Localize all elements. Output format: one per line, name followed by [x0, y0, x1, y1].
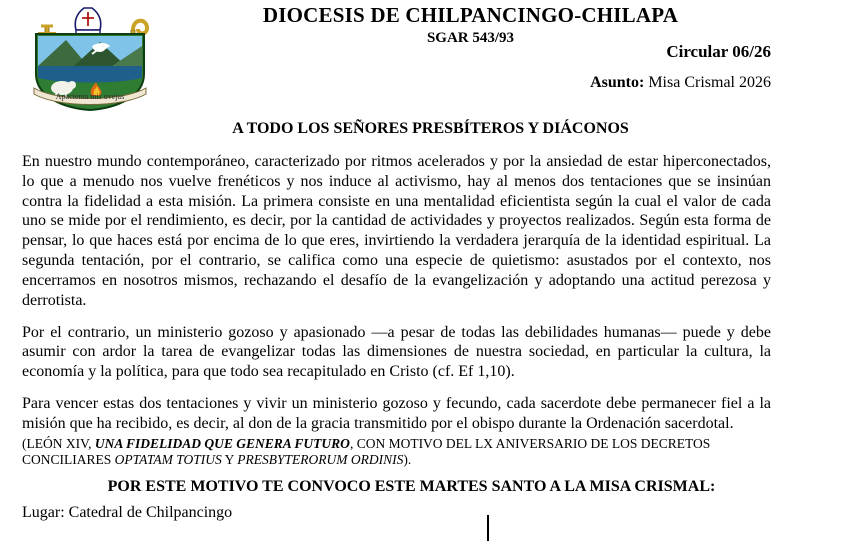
coat-of-arms-icon	[14, 4, 166, 112]
citation-work-title: UNA FIDELIDAD QUE GENERA FUTURO	[94, 435, 350, 451]
citation-doc-2: PRESBYTERORUM ORDINIS	[237, 451, 404, 467]
document-header	[0, 0, 841, 110]
paragraph-2-text: Por el contrario, un ministerio gozoso y apasionado —a pesar de todas las debilidades humanas— puede y debe asumir con ardor la tarea de evangelizar todas las dimensiones de nuestra sociedad, en particular la cultura, la economía y la política, para que todo sea recapitulado en Cristo (cf. Ef 1,10).	[22, 323, 771, 381]
paragraph-2	[22, 323, 771, 382]
venue-line: Lugar: Catedral de Chilpancingo	[22, 503, 233, 521]
subject-label: Asunto:	[590, 74, 645, 91]
paragraph-1: En nuestro mundo contemporáneo, caracterizado por ritmos acelerados y por la ansiedad de estar hiperconectados, lo que a menudo nos vuelve frenéticos y nos induce al activismo, hay al menos dos tentaciones que se insinúan contra la fidelidad a esta misión. La primera consiste en una mentalidad eficientista según la cual el valor de cada uno se mide por el rendimiento, es decir, por la cantidad de actividades y proyectos realizados. Según esta forma de pensar, lo que haces está por encima de lo que eres, invirtiendo la verdadera jerarquía de la identidad espiritual. La segunda tentación, por el contrario, se califica como una especie de quietismo: asustados por el contexto, nos encerramos en nosotros mismos, rechazando el desafío de la evangelización y adoptando una actitud perezosa y derrotista.	[22, 153, 771, 309]
citation-note	[22, 436, 771, 468]
citation-middle: , CON MOTIVO DEL LX ANIVERSARIO DE LOS DECRETOS CONCILIARES	[22, 435, 711, 467]
citation-doc-1: OPTATAM TOTIUS	[114, 451, 222, 467]
header-titles	[170, 0, 771, 47]
text-caret	[487, 515, 489, 541]
addressee-heading: A TODO LOS SEÑORES PRESBÍTEROS Y DIÁCONOS	[232, 120, 629, 137]
citation-joiner: Y	[221, 451, 238, 467]
subject-line	[590, 74, 771, 92]
diocese-title: DIOCESIS DE CHILPANCINGO-CHILAPA	[262, 3, 679, 27]
citation-open: (LEÓN XIV,	[22, 435, 95, 451]
document-body	[0, 152, 841, 522]
subject-value: Misa Crismal 2026	[648, 74, 771, 91]
paragraph-3: Para vencer estas dos tentaciones y vivir un ministerio gozoso y fecundo, cada sacerdote debe permanecer fiel a la misión que ha recibido, es decir, al don de la gracia transmitido por el obispo durante la Ordenación sacerdotal.	[22, 395, 771, 432]
circular-number: Circular 06/26	[666, 42, 771, 61]
convocation-heading: POR ESTE MOTIVO TE CONVOCO ESTE MARTES SANTO A LA MISA CRISMAL:	[107, 477, 716, 495]
citation-close: ).	[403, 451, 412, 467]
sgar-number: SGAR 543/93	[426, 30, 515, 47]
svg-text:Apacienta mis ovejas: Apacienta mis ovejas	[55, 92, 125, 101]
